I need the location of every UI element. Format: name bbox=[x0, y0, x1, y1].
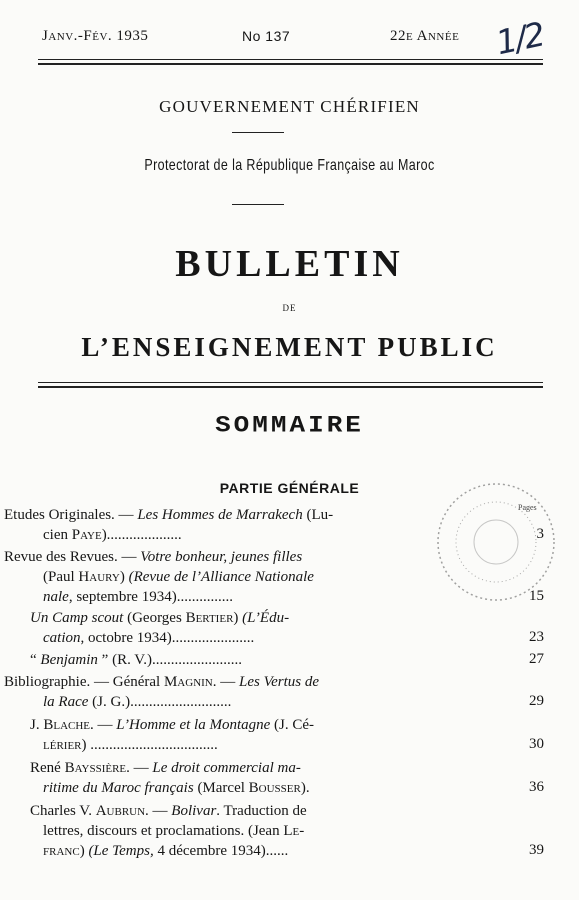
handwritten-annotation: 1/2 bbox=[492, 14, 547, 63]
toc-page-number: 3 bbox=[536, 526, 544, 542]
toc-page-number: 23 bbox=[529, 629, 544, 645]
toc-line-8: “ Benjamin ” (R. V.)........................ bbox=[30, 652, 242, 668]
government-heading: GOUVERNEMENT CHÉRIFIEN bbox=[159, 97, 420, 116]
toc-line-10: la Race (J. G.)........................... bbox=[43, 694, 232, 710]
toc-line-5: nale, septembre 1934)............... bbox=[43, 589, 233, 605]
header-rule-bottom bbox=[38, 63, 543, 65]
title-rule-bottom bbox=[38, 386, 543, 388]
section-heading: PARTIE GÉNÉRALE bbox=[219, 480, 360, 496]
toc-line-17: franc) (Le Temps, 4 décembre 1934)...... bbox=[43, 843, 289, 859]
toc-page-number: 27 bbox=[529, 651, 544, 667]
pages-column-label: Pages bbox=[518, 503, 537, 512]
toc-line-13: René Bayssière. — Le droit commercial ma- bbox=[30, 760, 301, 776]
divider-short-2 bbox=[232, 204, 284, 205]
toc-page-number: 39 bbox=[529, 842, 544, 858]
toc-line-9: Bibliographie. — Général Magnin. — Les Vertus de bbox=[4, 674, 319, 690]
issue-date: Janv.-Fév. 1935 bbox=[42, 28, 149, 44]
toc-line-6: Un Camp scout (Georges Bertier) (L’Édu- bbox=[30, 610, 290, 626]
toc-line-2: cien Paye).................... bbox=[43, 527, 182, 543]
sommaire-heading: SOMMAIRE bbox=[215, 411, 364, 439]
toc-line-16: lettres, discours et proclamations. (Jean Le- bbox=[43, 823, 305, 839]
toc-page-number: 36 bbox=[529, 779, 544, 795]
subject-title: L’ENSEIGNEMENT PUBLIC bbox=[81, 332, 498, 362]
protectorate-heading: Protectorat de la République Française au Maroc bbox=[144, 157, 435, 174]
toc-line-7: cation, octobre 1934)...................... bbox=[43, 630, 255, 646]
bulletin-title: BULLETIN bbox=[175, 243, 404, 285]
toc-line-15: Charles V. Aubrun. — Bolivar. Traduction de bbox=[30, 803, 307, 819]
issue-number: No 137 bbox=[242, 28, 291, 44]
title-rule-top bbox=[38, 382, 543, 383]
toc-page-number: 15 bbox=[529, 588, 544, 604]
toc-line-12: lérier) .................................. bbox=[43, 737, 218, 753]
toc-line-3: Revue des Revues. — Votre bonheur, jeunes filles bbox=[4, 549, 303, 565]
toc-line-11: J. Blache. — L’Homme et la Montagne (J. Cé- bbox=[30, 717, 315, 733]
title-connector: DE bbox=[282, 303, 297, 313]
toc-line-14: ritime du Maroc français (Marcel Bousser). bbox=[43, 780, 310, 796]
toc-page-number: 29 bbox=[529, 693, 544, 709]
toc-line-1: Etudes Originales. — Les Hommes de Marrakech (Lu- bbox=[4, 507, 334, 523]
divider-short-1 bbox=[232, 132, 284, 133]
publication-year: 22e Année bbox=[390, 28, 460, 44]
toc-page-number: 30 bbox=[529, 736, 544, 752]
header-rule-top bbox=[38, 59, 543, 60]
toc-line-4: (Paul Haury) (Revue de l’Alliance Nationale bbox=[43, 569, 314, 585]
